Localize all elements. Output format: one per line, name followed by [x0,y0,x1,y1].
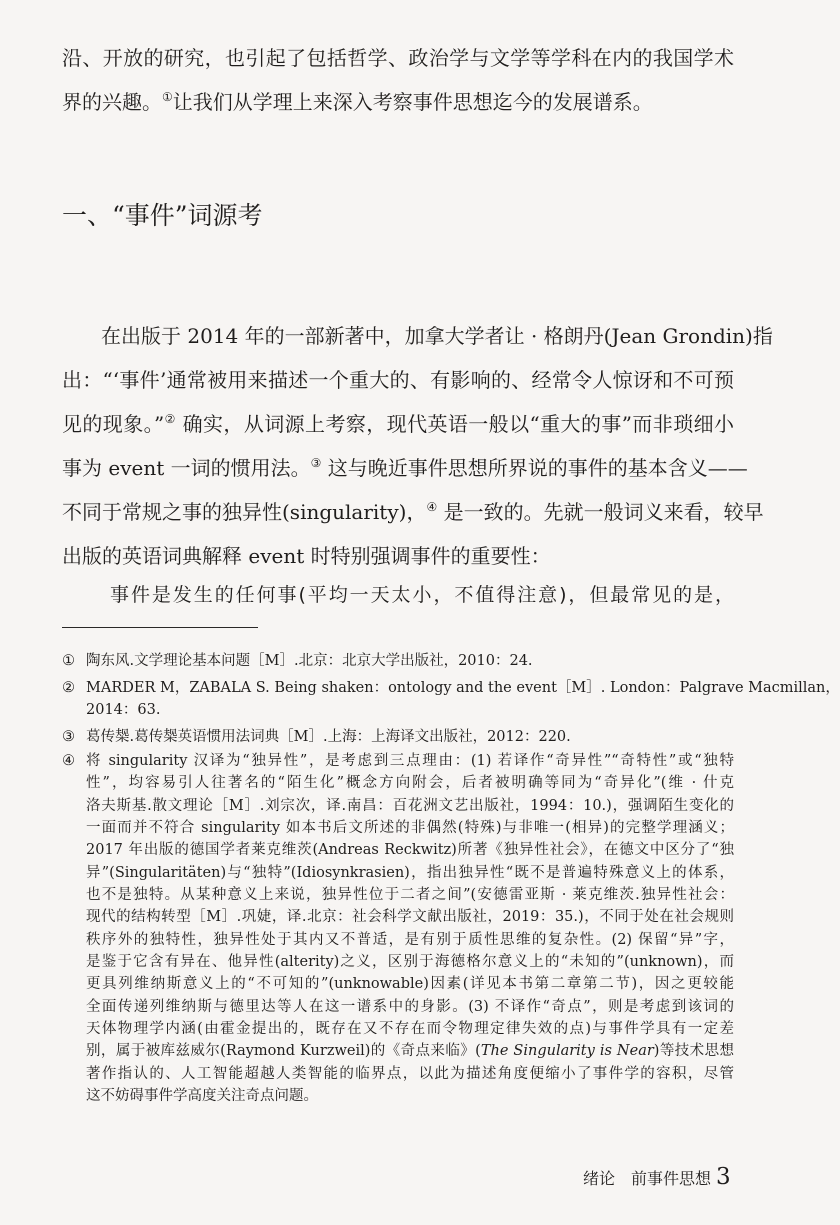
footnote-4-line: 洛夫斯基.散文理论［M］.刘宗次，译.南昌：百花洲文艺出版社，1994：10.)，强调陌生变化的 [86,798,734,814]
footnote-ref-3[interactable]: ③ [310,456,322,470]
footnote-ref-2[interactable]: ② [164,412,176,426]
footnote-2-line-1: MARDER M，ZABALA S. Being shaken：ontology and the event［M］. London：Palgrave Macmillan， [86,680,840,696]
footnote-4-line: 天体物理学内涵(由霍金提出的，既存在又不存在而令物理定律失效的点)与事件学具有一定差 [86,1021,734,1037]
block-quote: 事件是发生的任何事(平均一天太小，不值得注意)，但最常见的是， [110,584,734,606]
para-line-1: 在出版于 2014 年的一部新著中，加拿大学者让 · 格朗丹(Jean Grondin)指 [101,324,773,348]
footnote-4-line: 是鉴于它含有异在、他异性(alterity)之义，区别于海德格尔意义上的“未知的”(unknown)，而 [86,954,734,970]
footnote-number-3: ③ [62,729,75,745]
footnote-ref-4[interactable]: ④ [426,500,438,514]
footnote-4-line: 一面而并不符合 singularity 如本书后文所述的非偶然(特殊)与非唯一(相异)的完整学理涵义； [86,820,734,836]
footnote-4-line: 性”，均容易引人往著名的“陌生化”概念方向附会，后者被明确等同为“奇异化”(维 · 什克 [86,775,734,791]
footnote-4-line: 2017 年出版的德国学者莱克维茨(Andreas Reckwitz)所著《独异性社会》，在德文中区分了“独 [86,842,734,858]
para-line-3: 见的现象。”② 确实，从词源上考察，现代英语一般以“重大的事”而非琐细小 [62,412,734,436]
footnote-4-line: 将 singularity 汉译为“独异性”，是考虑到三点理由：(1) 若译作“奇异性”“奇特性”或“独特 [86,753,734,769]
footnote-4-line-16: 这不妨碍事件学高度关注奇点问题。 [86,1088,318,1104]
intro-line-2: 界的兴趣。①让我们从学理上来深入考察事件思想迄今的发展谱系。 [62,90,653,114]
intro-line-1: 沿、开放的研究，也引起了包括哲学、政治学与文学等学科在内的我国学术 [62,46,734,70]
running-footer: 绪论 前事件思想 [583,1169,712,1188]
footnote-number-4: ④ [62,753,75,769]
footnote-4-line: 也不是独特。从某种意义上来说，独异性位于二者之间”(安德雷亚斯 · 莱克维茨.独异性社会： [86,887,734,903]
para-line-5: 不同于常规之事的独异性(singularity)，④ 是一致的。先就一般词义来看，较早 [62,500,764,524]
footnote-1: 陶东风.文学理论基本问题［M］.北京：北京大学出版社，2010：24. [86,653,533,669]
para-line-4: 事为 event 一词的惯用法。③ 这与晚近事件思想所界说的事件的基本含义—— [62,456,748,480]
footnote-number-2: ② [62,680,75,696]
footnote-number-1: ① [62,653,75,669]
para-line-2: 出：“‘事件’通常被用来描述一个重大的、有影响的、经常令人惊讶和不可预 [62,368,734,392]
footnote-4-line-15: 著作指认的、人工智能超越人类智能的临界点，以此为描述角度便缩小了事件学的容积，尽管 [86,1066,734,1082]
para-line-6: 出版的英语词典解释 event 时特别强调事件的重要性： [62,544,551,568]
footnote-4-line: 异”(Singularitäten)与“独特”(Idiosynkrasien)，指出独异性“既不是普遍特殊意义上的体系， [86,865,734,881]
book-title-italic: The Singularity is Near [480,1043,654,1059]
section-heading: 一、“事件”词源考 [62,201,263,230]
footnote-4-line: 更具列维纳斯意义上的“不可知的”(unknowable)因素(详见本书第二章第二节)，因之更较能 [86,976,734,992]
footnote-4-line: 秩序外的独特性，独异性处于其内又不普适，是有别于质性思维的复杂性。(2) 保留“异”字， [86,932,734,948]
footnote-4-line-14: 别，属于被库兹威尔(Raymond Kurzweil)的《奇点来临》(The Singularity is Near)等技术思想 [86,1043,734,1059]
footnote-2-line-2: 2014：63. [86,702,161,718]
footnote-ref-1[interactable]: ① [162,90,173,104]
footnote-4-line: 现代的结构转型［M］.巩婕，译.北京：社会科学文献出版社，2019：35.)，不同于处在社会规则 [86,909,734,925]
page-number: 3 [716,1164,731,1190]
footnote-4-line: 全面传递列维纳斯与德里达等人在这一谱系中的身影。(3) 不译作“奇点”，则是考虑到该词的 [86,999,734,1015]
footnote-3: 葛传椝.葛传椝英语惯用法词典［M］.上海：上海译文出版社，2012：220. [86,729,571,745]
footnote-divider [62,627,258,628]
